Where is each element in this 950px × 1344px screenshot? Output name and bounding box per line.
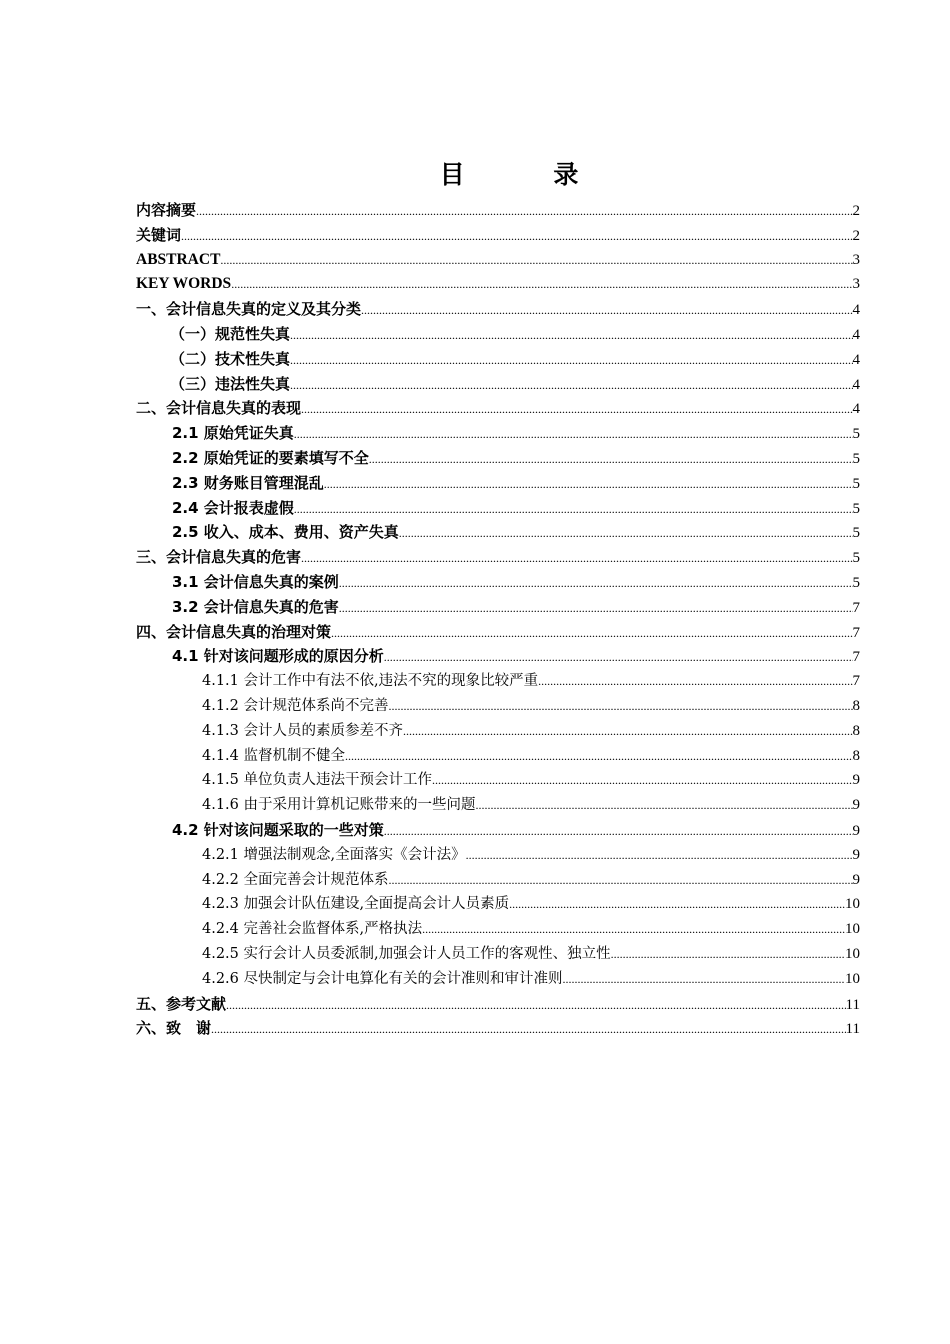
toc-entry[interactable] [136, 694, 860, 719]
toc-entry-label: 五、参考文献 [136, 994, 227, 1013]
toc-entry-page-number: 3 [852, 251, 860, 268]
toc-entry[interactable] [136, 843, 860, 868]
toc-entry[interactable] [136, 917, 860, 942]
toc-entry-label: 4.2.6 尽快制定与会计电算化有关的会计准则和审计准则 [202, 970, 563, 987]
toc-entry-page-number: 7 [852, 649, 860, 666]
toc-entry-label: KEY WORDS [136, 275, 232, 293]
toc-entry-page-number: 9 [852, 797, 860, 814]
toc-entry-label: （一）规范性失真 [170, 324, 291, 343]
toc-entry-page-number: 4 [852, 376, 860, 393]
toc-entry-label: 4.2.1 增强法制观念,全面落实《会计法》 [202, 846, 466, 863]
dot-leader [432, 768, 852, 793]
dot-leader [181, 224, 852, 248]
toc-entry-label: 三、会计信息失真的危害 [136, 548, 302, 567]
toc-entry-label: 4.2.4 完善社会监督体系,严格执法 [202, 921, 423, 938]
dot-leader [384, 645, 853, 669]
toc-entry-page-number: 4 [852, 401, 860, 418]
toc-entry-page-number: 5 [852, 426, 860, 443]
toc-entry[interactable] [136, 868, 860, 893]
dot-leader [538, 669, 852, 694]
toc-entry[interactable] [136, 198, 860, 223]
toc-entry[interactable] [136, 768, 860, 793]
toc-entry-page-number: 5 [852, 525, 860, 542]
toc-entry-page-number: 4 [852, 351, 860, 368]
dot-leader [509, 892, 845, 917]
toc-entry-page-number: 7 [852, 673, 860, 690]
dot-leader [389, 868, 853, 893]
toc-entry-label: 四、会计信息失真的治理对策 [136, 622, 332, 641]
toc-entry[interactable] [136, 942, 860, 967]
toc-entry-page-number: 4 [852, 302, 860, 319]
toc-entry-label: 六、致 谢 [136, 1019, 212, 1038]
dot-leader [231, 272, 852, 297]
toc-entry-page-number: 9 [852, 772, 860, 789]
toc-entry-label: 4.1.2 会计规范体系尚不完善 [202, 697, 389, 714]
toc-entry-page-number: 9 [852, 871, 860, 888]
toc-entry-label: 关键词 [136, 225, 182, 244]
toc-entry[interactable] [136, 967, 860, 992]
dot-leader [422, 917, 845, 942]
dot-leader [294, 497, 853, 521]
toc-entry-page-number: 10 [845, 921, 860, 938]
dot-leader [611, 942, 845, 967]
dot-leader [384, 819, 853, 843]
dot-leader [290, 373, 852, 397]
toc-entry-page-number: 4 [852, 326, 860, 343]
toc-entry[interactable] [136, 620, 860, 645]
toc-entry-page-number: 5 [852, 574, 860, 591]
toc-entry[interactable] [136, 322, 860, 347]
toc-entry-page-number: 5 [852, 500, 860, 517]
toc-entry[interactable] [136, 248, 860, 273]
toc-entry[interactable] [136, 446, 860, 471]
toc-entry-label: 2.2 原始凭证的要素填写不全 [172, 448, 369, 467]
toc-entry[interactable] [136, 892, 860, 917]
toc-entry[interactable] [136, 570, 860, 595]
toc-entry[interactable] [136, 471, 860, 496]
dot-leader [345, 744, 852, 769]
toc-entry[interactable] [136, 545, 860, 570]
toc-entry-page-number: 8 [852, 697, 860, 714]
toc-entry-page-number: 10 [845, 945, 860, 962]
dot-leader [196, 199, 852, 223]
toc-entry-label: 2.1 原始凭证失真 [172, 424, 294, 443]
dot-leader [294, 422, 853, 446]
toc-entry[interactable] [136, 272, 860, 297]
toc-entry-page-number: 9 [852, 822, 860, 839]
toc-entry-label: 2.5 收入、成本、费用、资产失真 [172, 523, 399, 542]
toc-entry[interactable] [136, 421, 860, 446]
toc-entry-label: 3.1 会计信息失真的案例 [172, 572, 339, 591]
dot-leader [301, 397, 852, 421]
dot-leader [290, 323, 852, 347]
dot-leader [403, 719, 852, 744]
dot-leader [324, 472, 853, 496]
table-of-contents [136, 198, 860, 1041]
dot-leader [476, 793, 853, 818]
toc-entry-label: 一、会计信息失真的定义及其分类 [136, 300, 362, 319]
toc-entry[interactable] [136, 793, 860, 818]
toc-entry-page-number: 2 [852, 227, 860, 244]
toc-entry-page-number: 9 [852, 846, 860, 863]
toc-entry[interactable] [136, 818, 860, 843]
toc-entry[interactable] [136, 223, 860, 248]
toc-entry[interactable] [136, 347, 860, 372]
toc-entry[interactable] [136, 992, 860, 1017]
toc-entry[interactable] [136, 496, 860, 521]
dot-leader [331, 621, 852, 645]
dot-leader [339, 571, 853, 595]
toc-entry[interactable] [136, 595, 860, 620]
toc-entry-page-number: 11 [845, 996, 860, 1013]
toc-entry-page-number: 7 [852, 624, 860, 641]
toc-entry[interactable] [136, 520, 860, 545]
toc-entry[interactable] [136, 719, 860, 744]
toc-entry-label: ABSTRACT [136, 250, 221, 268]
toc-entry-label: 4.1.3 会计人员的素质参差不齐 [202, 722, 404, 739]
toc-entry-page-number: 2 [852, 203, 860, 219]
toc-entry-label: 内容摘要 [136, 201, 197, 219]
toc-entry-label: 4.2.2 全面完善会计规范体系 [202, 871, 389, 888]
toc-entry-label: 2.3 财务账目管理混乱 [172, 473, 324, 492]
toc-entry-page-number: 7 [852, 599, 860, 616]
dot-leader [563, 967, 845, 992]
toc-entry-label: 4.1.4 监督机制不健全 [202, 747, 346, 764]
toc-entry-page-number: 5 [852, 450, 860, 467]
toc-entry[interactable] [136, 297, 860, 322]
toc-entry-page-number: 5 [852, 475, 860, 492]
dot-leader [211, 1017, 846, 1041]
toc-entry-page-number: 10 [845, 970, 860, 987]
toc-entry-label: 4.1 针对该问题形成的原因分析 [172, 647, 384, 666]
toc-title: 目 录 [439, 160, 619, 189]
toc-entry-page-number: 3 [852, 276, 860, 293]
toc-entry-page-number: 5 [852, 550, 860, 567]
toc-entry-label: （三）违法性失真 [170, 374, 291, 393]
dot-leader [369, 447, 853, 471]
dot-leader [301, 546, 852, 570]
dot-leader [361, 298, 852, 322]
toc-entry-label: 2.4 会计报表虚假 [172, 498, 294, 517]
toc-entry-label: 4.2.3 加强会计队伍建设,全面提高会计人员素质 [202, 896, 510, 913]
toc-entry-page-number: 11 [845, 1021, 860, 1038]
toc-entry-label: 4.2 针对该问题采取的一些对策 [172, 820, 384, 839]
toc-entry[interactable] [136, 372, 860, 397]
dot-leader [466, 843, 853, 868]
dot-leader [290, 348, 852, 372]
toc-entry-label: （二）技术性失真 [170, 349, 291, 368]
dot-leader [389, 694, 853, 719]
toc-entry[interactable] [136, 744, 860, 769]
toc-entry-label: 4.1.6 由于采用计算机记账带来的一些问题 [202, 797, 476, 814]
toc-entry-label: 4.2.5 实行会计人员委派制,加强会计人员工作的客观性、独立性 [202, 945, 611, 962]
dot-leader [339, 596, 853, 620]
dot-leader [399, 521, 853, 545]
dot-leader [220, 248, 852, 273]
toc-entry-label: 二、会计信息失真的表现 [136, 399, 302, 418]
toc-entry-page-number: 8 [852, 747, 860, 764]
toc-entry-label: 4.1.1 会计工作中有法不依,违法不究的现象比较严重 [202, 673, 539, 690]
toc-entry[interactable] [136, 644, 860, 669]
toc-entry-page-number: 10 [845, 896, 860, 913]
toc-entry-page-number: 8 [852, 722, 860, 739]
toc-entry[interactable] [136, 669, 860, 694]
toc-entry-label: 3.2 会计信息失真的危害 [172, 597, 339, 616]
toc-entry-label: 4.1.5 单位负责人违法干预会计工作 [202, 772, 433, 789]
toc-entry[interactable] [136, 1016, 860, 1041]
dot-leader [226, 993, 846, 1017]
toc-entry[interactable] [136, 396, 860, 421]
